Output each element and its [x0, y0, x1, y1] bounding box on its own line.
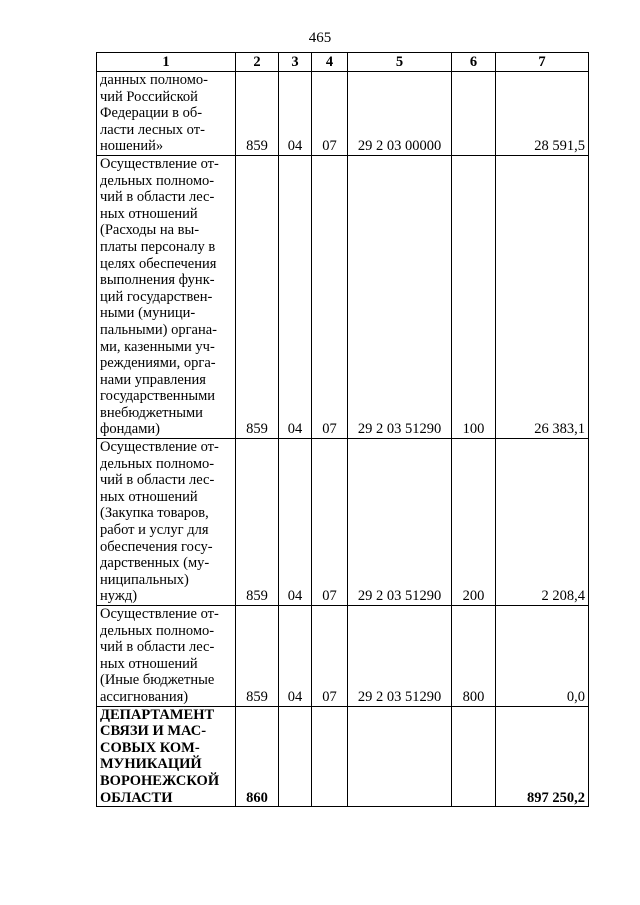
- name-line: внебюджетными: [100, 404, 203, 421]
- cell-grbs: 859: [236, 155, 279, 438]
- name-line: ВОРОНЕЖСКОЙ: [100, 772, 220, 789]
- cell-amount: 897 250,2: [496, 706, 589, 807]
- cell-name: [97, 72, 236, 156]
- name-line: платы персоналу в: [100, 238, 216, 255]
- cell-subsection: 07: [312, 439, 348, 606]
- name-line: чий в области лес-: [100, 639, 215, 656]
- table-row: [97, 155, 589, 438]
- name-line: дельных полномо-: [100, 455, 215, 472]
- cell-expense-type: 800: [452, 606, 496, 707]
- cell-target-article: [348, 706, 452, 807]
- name-line: Осуществление от-: [100, 606, 219, 622]
- cell-name: [97, 606, 236, 707]
- name-line: ниципальных): [100, 571, 189, 588]
- table-row: [97, 439, 589, 606]
- cell-expense-type: 100: [452, 155, 496, 438]
- name-line: целях обеспечения: [100, 255, 217, 272]
- cell-subsection: 07: [312, 155, 348, 438]
- cell-section: 04: [279, 439, 312, 606]
- cell-expense-type: [452, 706, 496, 807]
- cell-grbs: 859: [236, 72, 279, 156]
- name-line: ми, казенными уч-: [100, 338, 215, 355]
- cell-amount: 2 208,4: [496, 439, 589, 606]
- name-line: ношений»: [100, 138, 164, 155]
- name-line: ными (муници-: [100, 305, 196, 322]
- cell-expense-type: [452, 72, 496, 156]
- name-line: работ и услуг для: [100, 522, 209, 539]
- name-line: нужд): [100, 588, 138, 605]
- header-col-5: 5: [348, 53, 452, 72]
- header-col-2: 2: [236, 53, 279, 72]
- table-header: [97, 53, 589, 72]
- name-line: ассигнования): [100, 688, 189, 705]
- name-line: Осуществление от-: [100, 155, 219, 172]
- header-row: [97, 53, 589, 72]
- name-line: Осуществление от-: [100, 439, 219, 456]
- cell-subsection: 07: [312, 72, 348, 156]
- name-line: (Закупка товаров,: [100, 505, 209, 522]
- name-line: СВЯЗИ И МАС-: [100, 723, 207, 740]
- name-line: выполнения функ-: [100, 272, 215, 289]
- name-line: дельных полномо-: [100, 622, 215, 639]
- header-col-4: 4: [312, 53, 348, 72]
- name-line: ласти лесных от-: [100, 121, 205, 138]
- cell-section: 04: [279, 606, 312, 707]
- table-row: [97, 706, 589, 807]
- name-line: чий в области лес-: [100, 189, 215, 206]
- header-col-3: 3: [279, 53, 312, 72]
- name-line: обеспечения госу-: [100, 538, 213, 555]
- cell-grbs: 860: [236, 706, 279, 807]
- name-line: нами управления: [100, 371, 206, 388]
- header-col-7: 7: [496, 53, 589, 72]
- name-line: пальными) органа-: [100, 321, 217, 338]
- header-col-1: 1: [97, 53, 236, 72]
- name-line: чий в области лес-: [100, 472, 215, 489]
- name-line: ДЕПАРТАМЕНТ: [100, 706, 215, 723]
- name-line: (Иные бюджетные: [100, 672, 215, 689]
- budget-table: [96, 52, 589, 807]
- cell-section: 04: [279, 72, 312, 156]
- cell-target-article: 29 2 03 51290: [348, 439, 452, 606]
- cell-grbs: 859: [236, 439, 279, 606]
- name-line: ных отношений: [100, 488, 198, 505]
- cell-target-article: 29 2 03 51290: [348, 155, 452, 438]
- name-line: ций государствен-: [100, 288, 213, 305]
- cell-grbs: 859: [236, 606, 279, 707]
- name-line: ОБЛАСТИ: [100, 789, 173, 806]
- cell-section: 04: [279, 155, 312, 438]
- cell-amount: 0,0: [496, 606, 589, 707]
- cell-target-article: 29 2 03 51290: [348, 606, 452, 707]
- name-line: дарственных (му-: [100, 555, 210, 572]
- table-row: [97, 72, 589, 156]
- name-line: Федерации в об-: [100, 105, 203, 122]
- name-line: чий Российской: [100, 88, 198, 105]
- name-line: дельных полномо-: [100, 172, 215, 189]
- cell-section: [279, 706, 312, 807]
- name-line: данных полномо-: [100, 72, 208, 88]
- cell-expense-type: 200: [452, 439, 496, 606]
- cell-name: [97, 706, 236, 807]
- name-line: ных отношений: [100, 205, 198, 222]
- cell-amount: 28 591,5: [496, 72, 589, 156]
- page-number: 465: [308, 30, 332, 46]
- table-row: [97, 606, 589, 707]
- cell-target-article: 29 2 03 00000: [348, 72, 452, 156]
- name-line: СОВЫХ КОМ-: [100, 739, 200, 756]
- table-body: [97, 72, 589, 807]
- name-line: МУНИКАЦИЙ: [100, 756, 202, 773]
- name-line: фондами): [100, 421, 160, 438]
- cell-subsection: 07: [312, 606, 348, 707]
- cell-name: [97, 439, 236, 606]
- cell-subsection: [312, 706, 348, 807]
- name-line: ных отношений: [100, 655, 198, 672]
- cell-name: [97, 155, 236, 438]
- cell-amount: 26 383,1: [496, 155, 589, 438]
- name-line: государственными: [100, 388, 216, 405]
- header-col-6: 6: [452, 53, 496, 72]
- name-line: реждениями, орга-: [100, 355, 216, 372]
- name-line: (Расходы на вы-: [100, 222, 200, 239]
